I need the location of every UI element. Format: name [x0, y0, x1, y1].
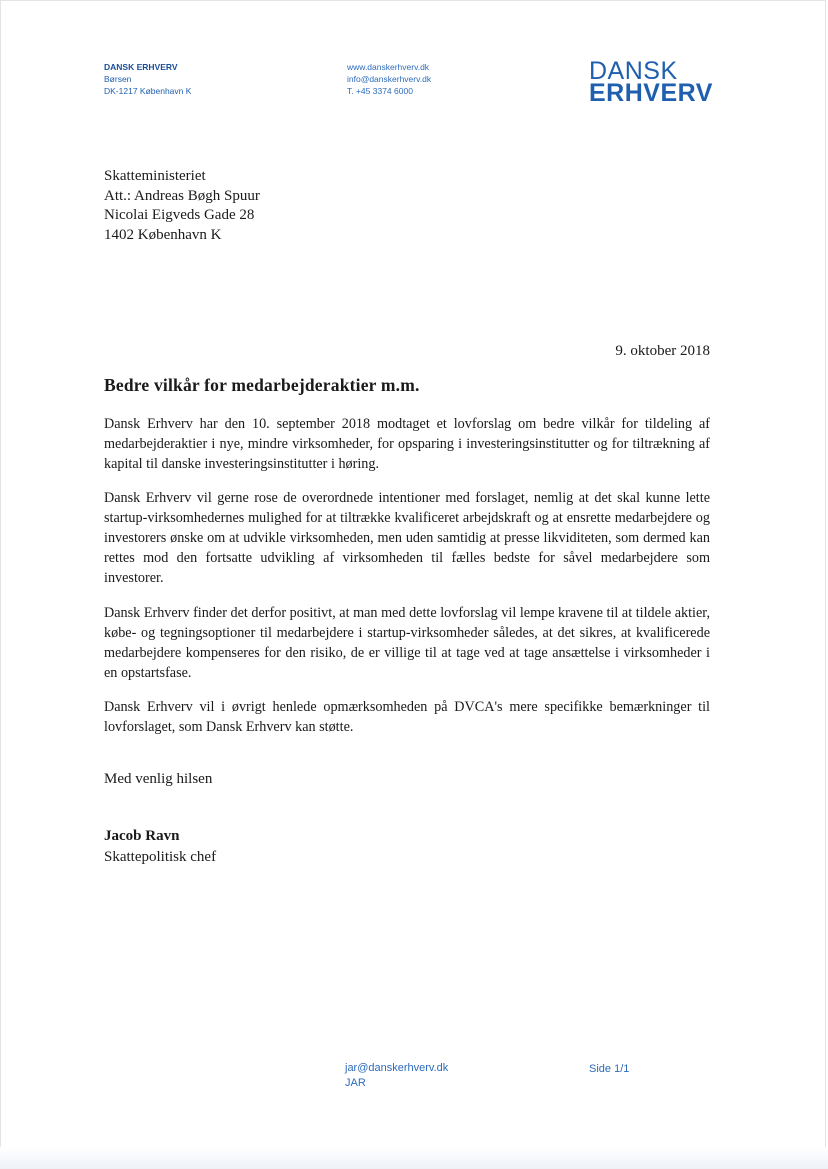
recipient-line4: 1402 København K — [104, 226, 222, 243]
signature-block — [104, 826, 216, 868]
sender-address-line2: DK-1217 København K — [104, 86, 192, 96]
footer-email[interactable]: jar@danskerhverv.dk — [345, 1062, 449, 1074]
logo-line1: DANSK — [589, 57, 678, 85]
recipient-line2: Att.: Andreas Bøgh Spuur — [104, 187, 260, 204]
contact-web[interactable]: www.danskerhverv.dk — [347, 62, 430, 72]
signatory-name: Jacob Ravn — [104, 828, 180, 844]
page-number: Side 1/1 — [589, 1063, 630, 1075]
scan-bottom-band — [0, 1147, 828, 1169]
logo-line2: ERHVERV — [589, 79, 713, 107]
contact-block — [347, 61, 431, 97]
contact-phone: T. +45 3374 6000 — [347, 86, 413, 96]
footer-initials: JAR — [345, 1077, 366, 1089]
letter-title: Bedre vilkår for medarbejderaktier m.m. — [104, 375, 420, 395]
sender-name: DANSK ERHVERV — [104, 62, 178, 72]
recipient-address — [104, 167, 260, 245]
body-paragraph-3: Dansk Erhverv finder det derfor positivt, at man med dette lovforslag vil lempe kravene til at tildele aktier, købe- og tegningsoptioner til medarbejdere i startup-virksomheder således, at det sikres, at kvalificerede medarbejdere kompenseres for den risiko, de er villige til at tage ved at tage ansættelse i virksomheder i en opstartsfase. — [104, 605, 710, 681]
closing-salutation: Med venlig hilsen — [104, 771, 213, 787]
recipient-line1: Skatteministeriet — [104, 168, 206, 184]
body-paragraph-2: Dansk Erhverv vil gerne rose de overordnede intentioner med forslaget, nemlig at det skal kunne lette startup-virksomhedernes mulighed for at tiltrække kvalificeret arbejdskraft og at ensrette medarbejdere og investorers ønske om at udvikle virksomheden, men uden samtidig at presse likviditeten, som dermed kan rettes mod den fortsatte udvikling af virksomheden til fælles bedste for såvel medarbejdere som investorer. — [104, 490, 710, 586]
recipient-line3: Nicolai Eigveds Gade 28 — [104, 207, 255, 223]
footer-contact — [345, 1061, 448, 1091]
sender-block — [104, 61, 191, 97]
body-paragraph-1: Dansk Erhverv har den 10. september 2018 modtaget et lovforslag om bedre vilkår for tildeling af medarbejderaktier i nye, mindre virksomheder, for opsparing i investeringsinstitutter og for tiltrækning af kapital til danske investeringsinstitutter i høring. — [104, 416, 710, 472]
signatory-role: Skattepolitisk chef — [104, 849, 217, 865]
sender-address-line1: Børsen — [104, 74, 132, 84]
letter-date: 9. oktober 2018 — [615, 343, 710, 359]
contact-email[interactable]: info@danskerhverv.dk — [347, 74, 432, 84]
body-paragraph-4: Dansk Erhverv vil i øvrigt henlede opmærksomheden på DVCA's mere specifikke bemærkninger til lovforslaget, som Dansk Erhverv kan støtte. — [104, 699, 710, 735]
company-logo — [589, 57, 713, 107]
